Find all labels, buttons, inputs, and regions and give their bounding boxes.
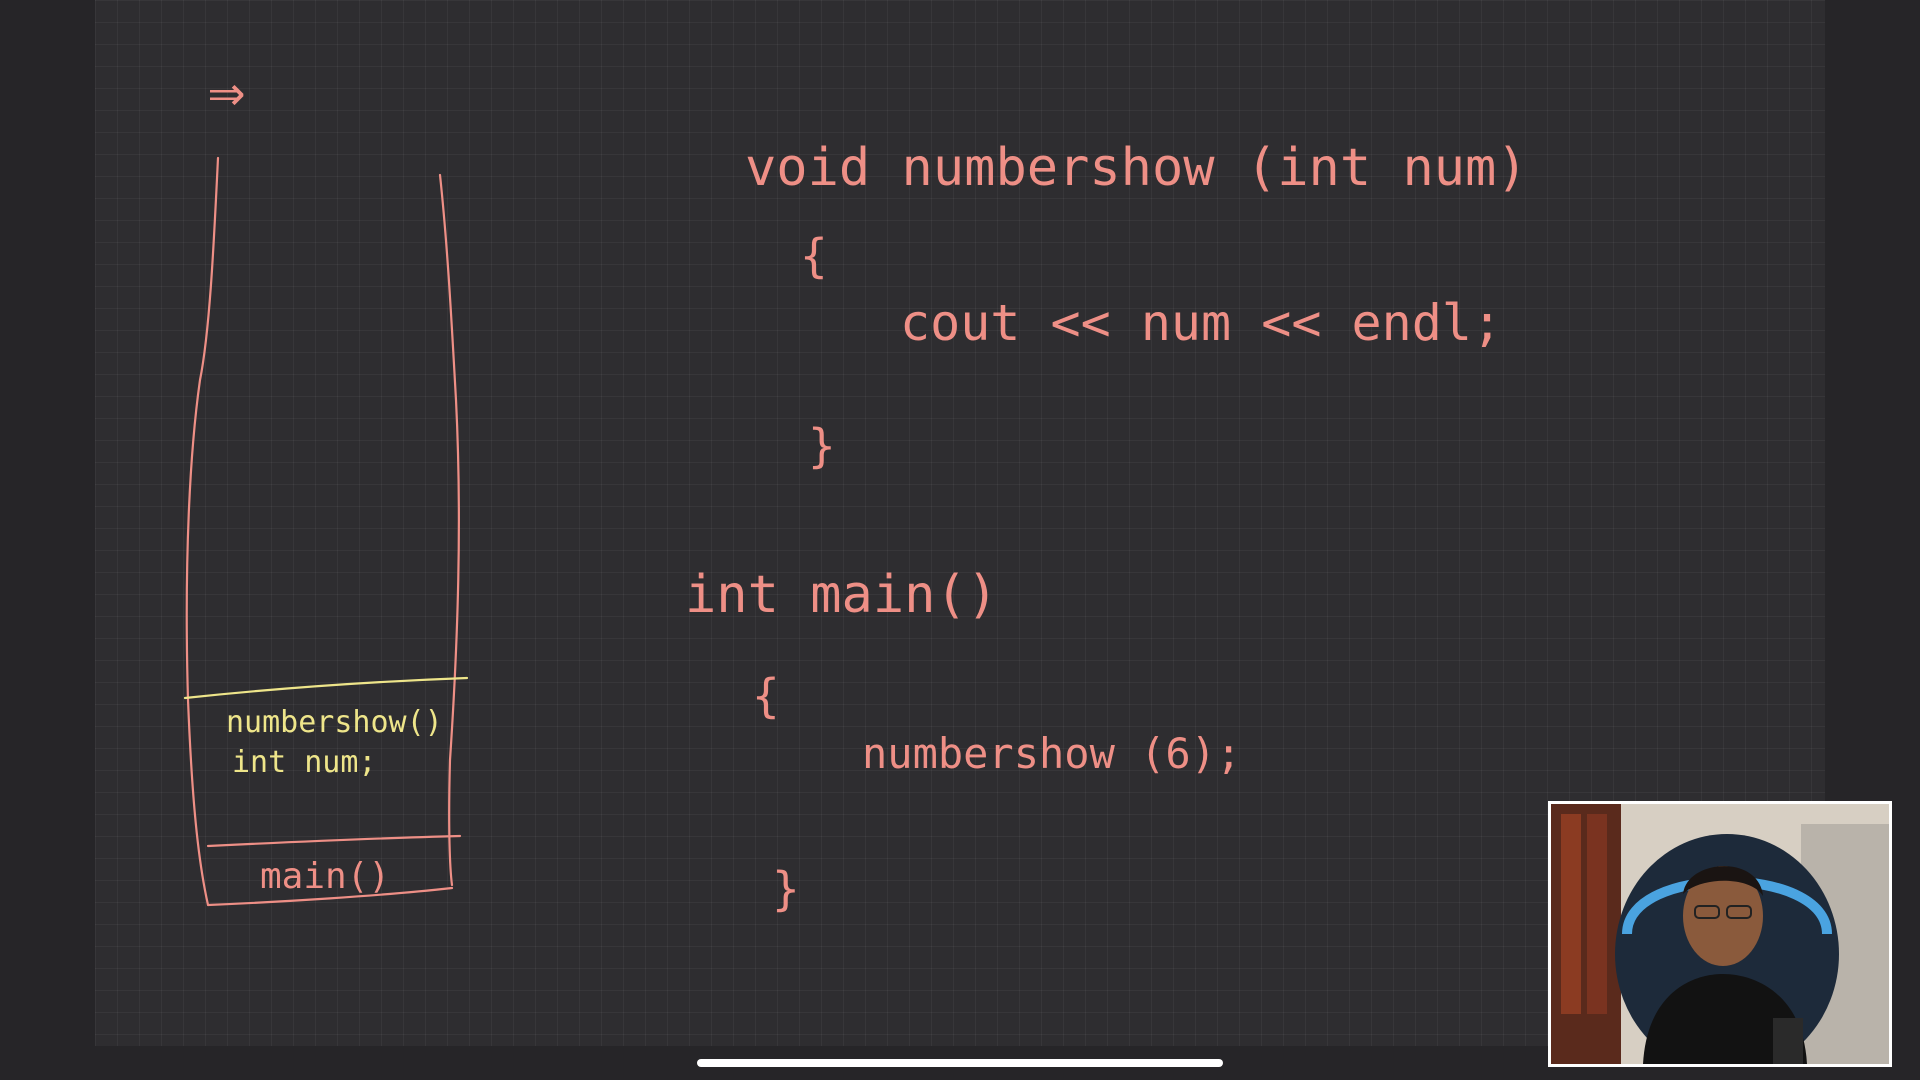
code-line-cout: cout << num << endl; bbox=[900, 294, 1503, 352]
code-close-brace-2: } bbox=[772, 862, 800, 916]
code-close-brace-1: } bbox=[808, 419, 836, 473]
stack-frame-main: main() bbox=[260, 856, 391, 897]
code-line-function-call: numbershow (6); bbox=[862, 729, 1242, 778]
presenter-video-frame bbox=[1551, 804, 1889, 1064]
stack-right-wall bbox=[440, 175, 459, 885]
code-line-function-signature: void numbershow (int num) bbox=[745, 138, 1528, 198]
stack-frame-divider-bottom bbox=[208, 836, 460, 846]
stack-left-wall bbox=[187, 158, 218, 905]
call-stack-drawing bbox=[185, 158, 467, 905]
stack-frame-int-num: int num; bbox=[232, 745, 377, 780]
stack-frame-numbershow: numbershow() bbox=[226, 705, 443, 740]
code-open-brace-2: { bbox=[752, 669, 780, 723]
presenter-webcam bbox=[1548, 801, 1892, 1067]
code-line-main: int main() bbox=[685, 565, 999, 625]
home-indicator-bar[interactable] bbox=[697, 1059, 1223, 1067]
code-open-brace-1: { bbox=[800, 229, 828, 283]
stack-frame-divider-top bbox=[185, 678, 467, 698]
double-arrow-mark: ⇒ bbox=[208, 54, 246, 127]
code-block bbox=[685, 138, 1528, 916]
